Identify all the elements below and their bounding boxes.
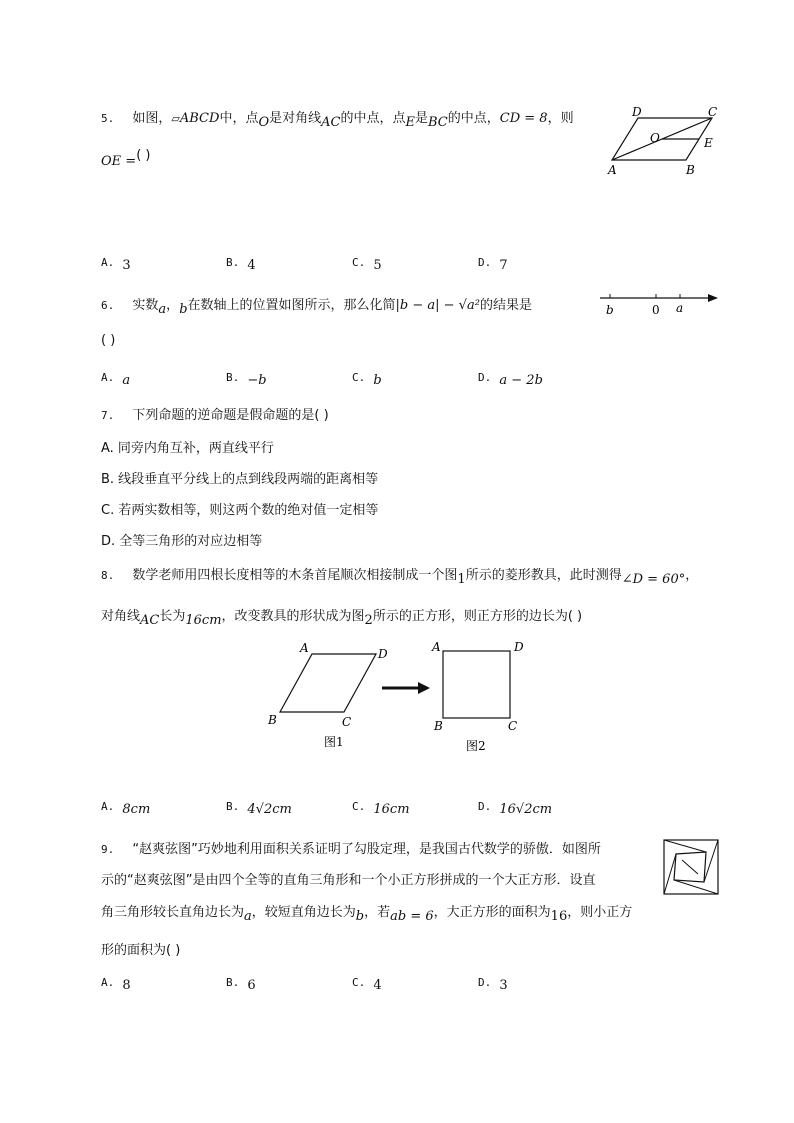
option-c[interactable]: C. 4 bbox=[352, 976, 382, 993]
fig2-label-d: D bbox=[514, 640, 524, 654]
option-b[interactable]: B. 4 bbox=[226, 256, 256, 273]
option-a[interactable]: A. a bbox=[101, 371, 131, 388]
answer-blank: ( ) bbox=[136, 148, 151, 163]
option-c[interactable]: C. b bbox=[352, 371, 382, 388]
q9-stem-line3: 角三角形较长直角边长为a，较短直角边长为b，若ab = 6，大正方形的面积为16，则小正方 bbox=[101, 905, 633, 924]
q9-stem-line4: 形的面积为( ) bbox=[101, 943, 181, 958]
option-b[interactable]: B. 6 bbox=[226, 976, 256, 993]
fig2-label-a: A bbox=[432, 640, 441, 654]
fig1-label-c: C bbox=[342, 715, 352, 729]
arrow-right-icon bbox=[418, 682, 430, 694]
fig1-label-d: D bbox=[378, 647, 388, 661]
label-b: B bbox=[686, 163, 695, 177]
option-a[interactable]: A. 同旁内角互补，两直线平行 bbox=[101, 441, 274, 456]
q8-stem-line2: 对角线AC长为16cm，改变教具的形状成为图2所示的正方形，则正方形的边长为( ) bbox=[101, 609, 583, 628]
label-e: E bbox=[704, 136, 713, 150]
q6-number-line bbox=[596, 286, 726, 320]
zhao-shuang-diagram bbox=[662, 838, 722, 898]
option-a[interactable]: A. 8cm bbox=[101, 800, 151, 817]
q5-stem-line2: OE =( ) bbox=[101, 148, 151, 169]
label-o: O bbox=[650, 131, 660, 145]
question-number: 6. bbox=[101, 299, 115, 312]
option-b[interactable]: B. 线段垂直平分线上的点到线段两端的距离相等 bbox=[101, 472, 379, 487]
fig2-caption: 图2 bbox=[466, 739, 486, 753]
option-d[interactable]: D. 全等三角形的对应边相等 bbox=[101, 534, 263, 549]
label-zero: 0 bbox=[652, 303, 660, 317]
option-c[interactable]: C. 5 bbox=[352, 256, 382, 273]
option-a[interactable]: A. 8 bbox=[101, 976, 131, 993]
question-number: 5. bbox=[101, 112, 115, 125]
triangle-edge-3 bbox=[704, 840, 718, 882]
arrow-right-icon bbox=[708, 294, 718, 302]
option-a[interactable]: A. 3 bbox=[101, 256, 131, 273]
option-c[interactable]: C. 16cm bbox=[352, 800, 410, 817]
rhombus-abcd bbox=[280, 654, 376, 712]
label-c: C bbox=[708, 105, 718, 119]
option-b[interactable]: B. −b bbox=[226, 371, 267, 388]
question-number: 7. bbox=[101, 409, 115, 422]
question-number: 9. bbox=[101, 843, 115, 856]
q9-stem-line2: 示的“赵爽弦图”是由四个全等的直角三角形和一个小正方形拼成的一个大正方形．设直 bbox=[101, 873, 596, 888]
inner-diagonal bbox=[682, 860, 698, 874]
option-d[interactable]: D. 16√2cm bbox=[478, 800, 553, 817]
expression: |b − a| − √a² bbox=[395, 298, 480, 313]
label-b: b bbox=[606, 303, 614, 317]
fig2-label-c: C bbox=[508, 719, 518, 733]
option-d[interactable]: D. a − 2b bbox=[478, 371, 543, 388]
fig2-label-b: B bbox=[434, 719, 443, 733]
triangle-edge-4 bbox=[674, 880, 718, 894]
label-d: D bbox=[632, 105, 642, 119]
q6-stem-line1: 6. 实数a，b在数轴上的位置如图所示，那么化简|b − a| − √a²的结果是 bbox=[101, 298, 532, 317]
q9-stem-line1: 9. “赵爽弦图”巧妙地利用面积关系证明了勾股定理，是我国古代数学的骄傲．如图所 bbox=[101, 842, 601, 857]
q5-parallelogram-figure bbox=[600, 102, 730, 182]
label-a: A bbox=[608, 163, 617, 177]
option-d[interactable]: D. 3 bbox=[478, 976, 508, 993]
parallelogram-symbol: ▱ bbox=[171, 112, 180, 125]
fig1-caption: 图1 bbox=[324, 735, 344, 749]
answer-blank: ( ) bbox=[101, 333, 116, 348]
q8-stem-line1: 8. 数学老师用四根长度相等的木条首尾顺次相接制成一个图1所示的菱形教具，此时测得∠D = 60°， bbox=[101, 568, 699, 587]
option-b[interactable]: B. 4√2cm bbox=[226, 800, 292, 817]
question-number: 8. bbox=[101, 569, 115, 582]
q5-stem-line1: 5. 如图，▱ABCD中，点O是对角线AC的中点，点E是BC的中点，CD = 8，则 bbox=[101, 111, 574, 130]
option-d[interactable]: D. 7 bbox=[478, 256, 508, 273]
fig1-label-a: A bbox=[300, 641, 309, 655]
option-c[interactable]: C. 若两实数相等，则这两个数的绝对值一定相等 bbox=[101, 503, 379, 518]
triangle-edge-2 bbox=[664, 840, 706, 852]
fig1-label-b: B bbox=[268, 713, 277, 727]
q8-figures bbox=[262, 636, 542, 756]
q7-stem: 7. 下列命题的逆命题是假命题的是( ) bbox=[101, 408, 329, 423]
label-a: a bbox=[676, 301, 684, 315]
square-abcd bbox=[443, 651, 510, 718]
